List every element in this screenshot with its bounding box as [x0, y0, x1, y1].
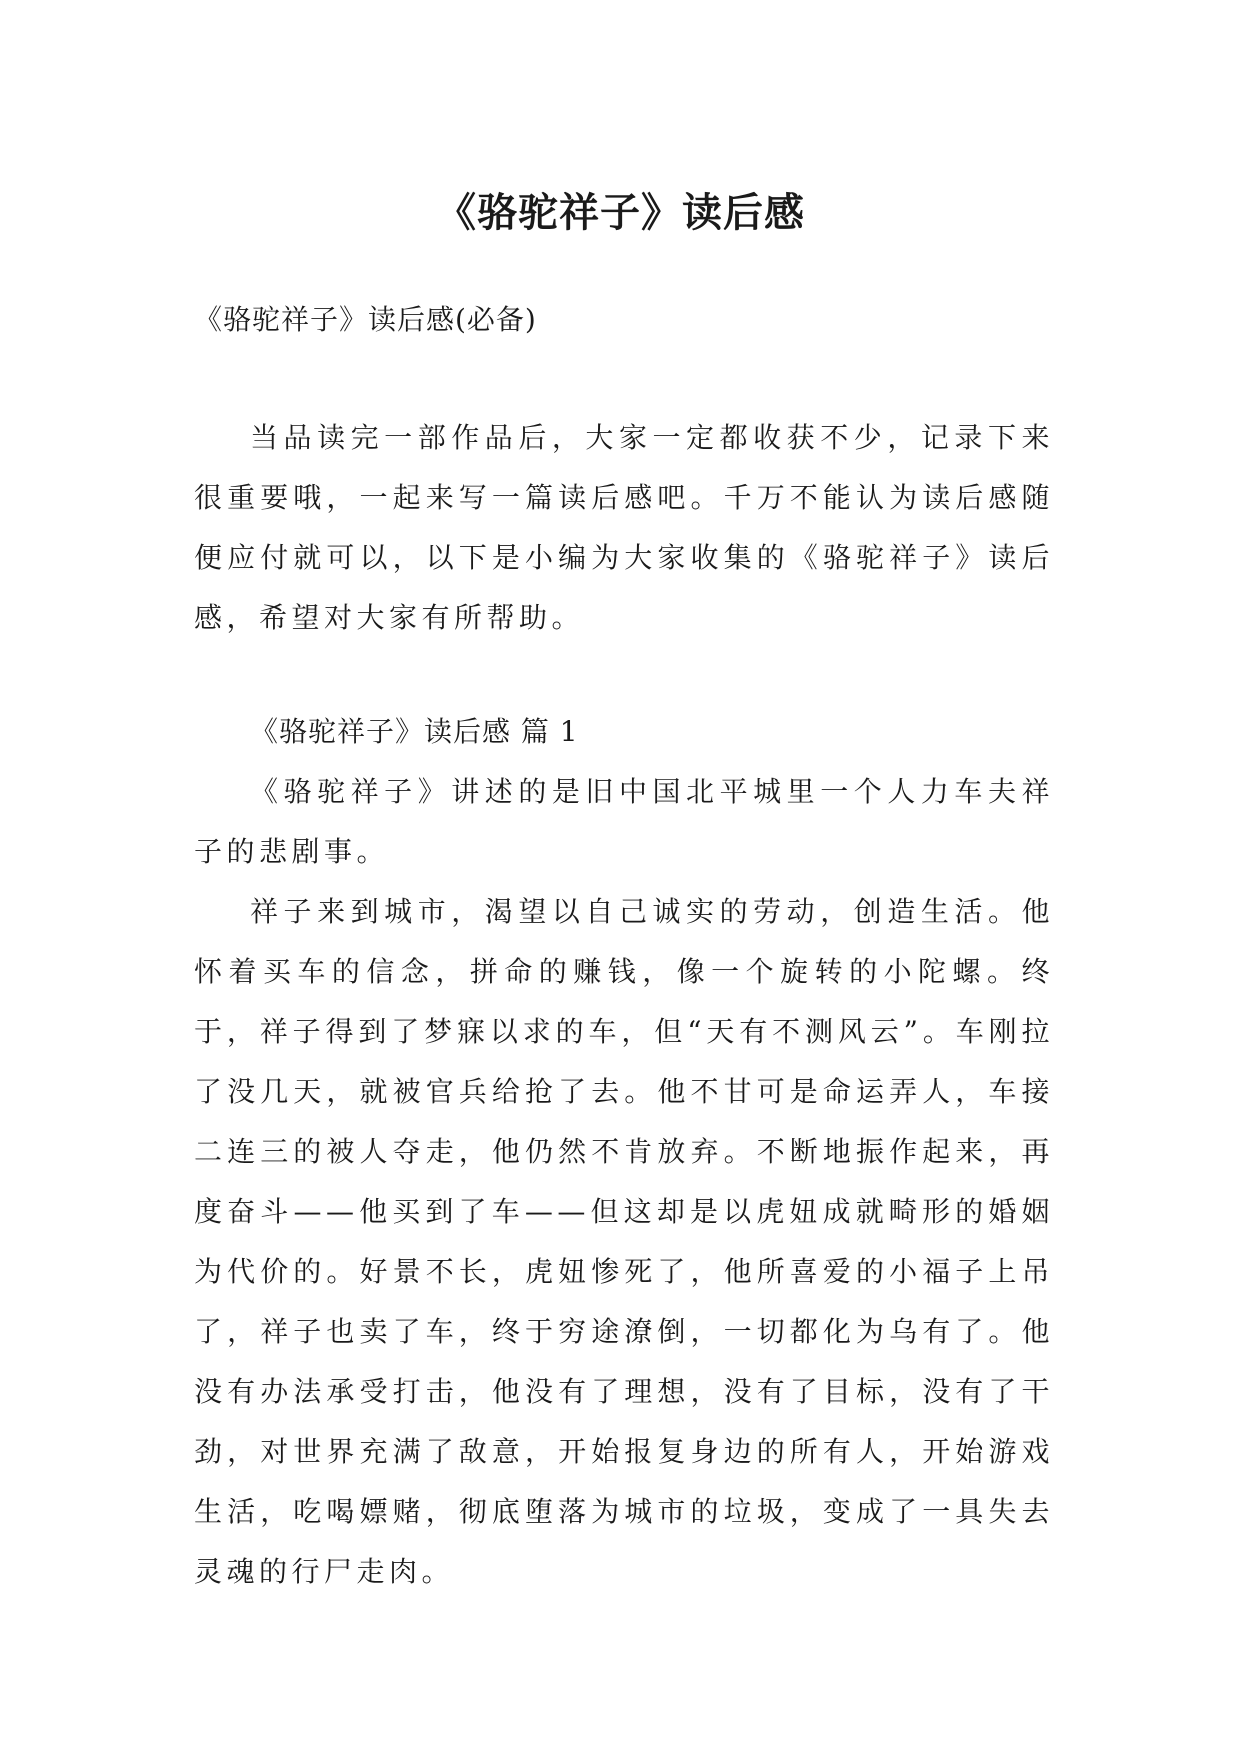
body-paragraph: 祥子来到城市，渴望以自己诚实的劳动，创造生活。他怀着买车的信念，拼命的赚钱，像一个旋转的小陀螺。终于，祥子得到了梦寐以求的车，但“天有不测风云”。车刚拉了没几天，就被官兵给抢了去。他不甘可是命运弄人，车接二连三的被人夺走，他仍然不肯放弃。不断地振作起来，再度奋斗——他买到了车——但这却是以虎妞成就畸形的婚姻为代价的。好景不长，虎妞惨死了，他所喜爱的小福子上吊了，祥子也卖了车，终于穷途潦倒，一切都化为乌有了。他没有办法承受打击，他没有了理想，没有了目标，没有了干劲，对世界充满了敌意，开始报复身边的所有人，开始游戏生活，吃喝嫖赌，彻底堕落为城市的垃圾，变成了一具失去灵魂的行尸走肉。 — [194, 895, 1054, 1588]
body-paragraph: 《骆驼祥子》讲述的是旧中国北平城里一个人力车夫祥子的悲剧事。 — [194, 775, 1054, 868]
intro-paragraph: 当品读完一部作品后，大家一定都收获不少，记录下来很重要哦，一起来写一篇读后感吧。千万不能认为读后感随便应付就可以，以下是小编为大家收集的《骆驼祥子》读后感，希望对大家有所帮助。 — [194, 421, 1054, 634]
document-title: 《骆驼祥子》读后感 — [436, 189, 805, 236]
document-subtitle: 《骆驼祥子》读后感(必备) — [194, 303, 537, 336]
body-section — [194, 762, 1054, 1602]
intro-section — [194, 408, 1054, 648]
section-heading: 《骆驼祥子》读后感 篇 1 — [250, 715, 579, 748]
